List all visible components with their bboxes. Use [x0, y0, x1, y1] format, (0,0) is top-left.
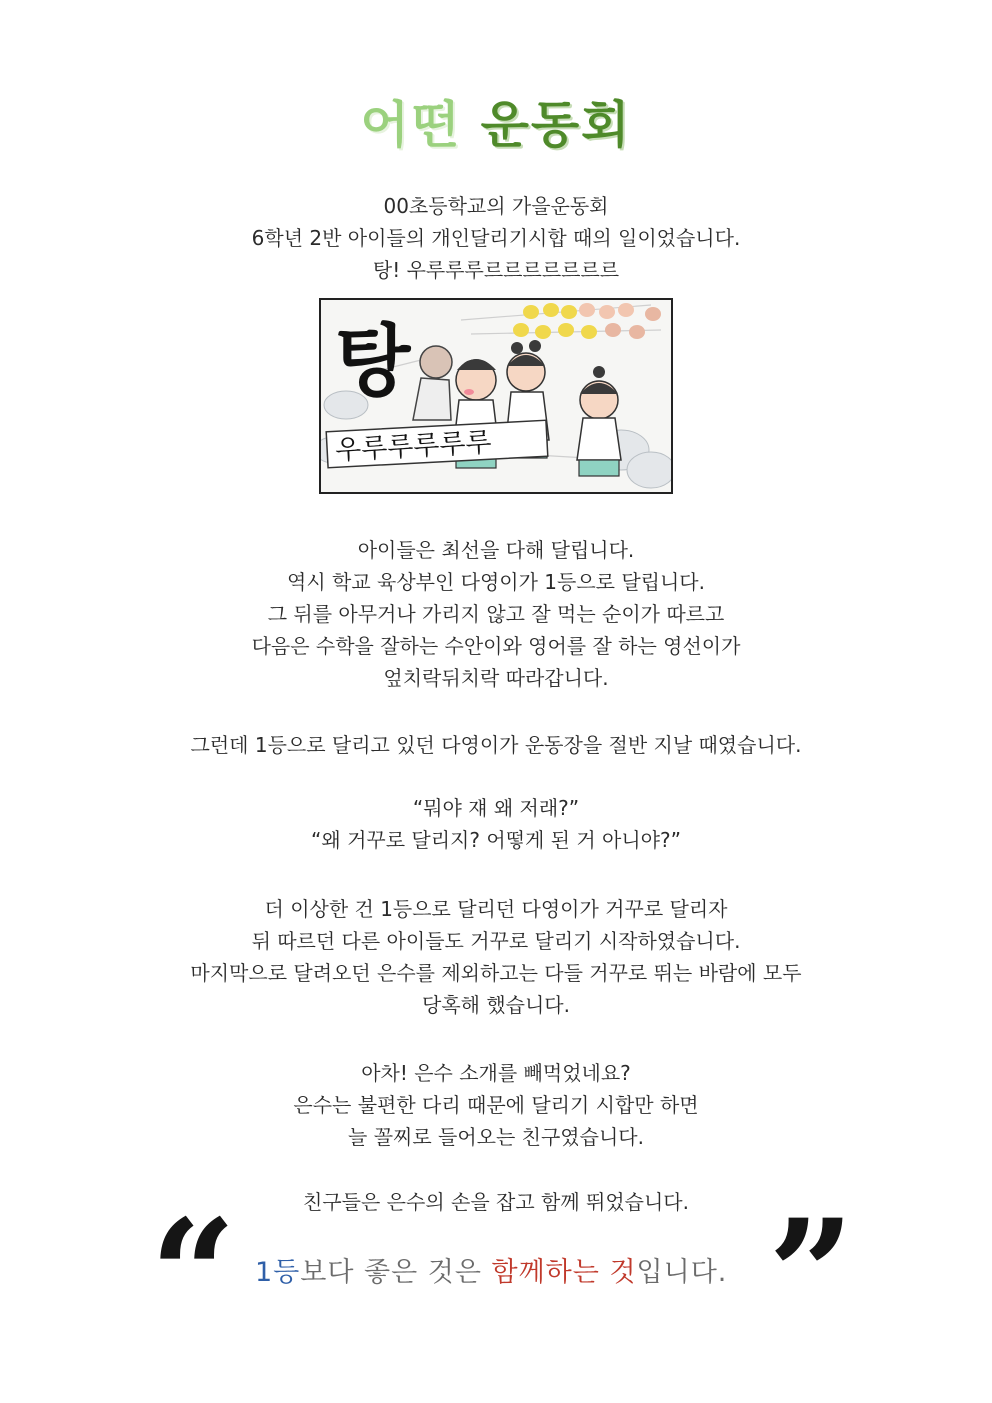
- title-part1: 어떤: [360, 96, 462, 154]
- slogan-segment: 보다 좋은 것은: [300, 1257, 492, 1288]
- paragraph-backwards: [0, 893, 992, 1021]
- comic-illustration: [319, 298, 673, 494]
- intro-line: 6학년 2반 아이들의 개인달리기시합 때의 일이었습니다.: [251, 226, 741, 250]
- text-line: 은수는 불편한 다리 때문에 달리기 시합만 하면: [293, 1093, 699, 1117]
- text-line: 친구들은 은수의 손을 잡고 함께 뛰었습니다.: [303, 1190, 689, 1214]
- paragraph-eunsu: [0, 1057, 992, 1153]
- intro-line: 탕! 우루루루르르르르르르르: [372, 258, 620, 282]
- text-line: 엎치락뒤치락 따라갑니다.: [383, 666, 609, 690]
- paragraph-race: [0, 534, 992, 694]
- text-line: 그 뒤를 아무거나 가리지 않고 잘 먹는 순이가 따르고: [267, 602, 725, 626]
- paragraph-dialogue: [0, 792, 992, 856]
- slogan-segment: 것: [609, 1257, 637, 1288]
- title-part2: 운동회: [480, 96, 632, 154]
- text-line: 뒤 따르던 다른 아이들도 거꾸로 달리기 시작하였습니다.: [251, 929, 741, 953]
- page-title: [0, 85, 992, 157]
- text-line: “뭐야 쟤 왜 저래?”: [412, 796, 580, 820]
- slogan-text: [255, 1250, 755, 1289]
- open-quote-icon: “: [150, 1187, 237, 1363]
- comic-caption: 우루루루루루: [334, 427, 493, 467]
- paragraph-turn: [0, 729, 992, 761]
- text-line: 그런데 1등으로 달리고 있던 다영이가 운동장을 절반 지날 때였습니다.: [190, 733, 802, 757]
- slogan-segment: 입니다.: [636, 1257, 728, 1288]
- text-line: 더 이상한 건 1등으로 달리던 다영이가 거꾸로 달리자: [264, 897, 728, 921]
- close-quote-icon: ”: [768, 1187, 855, 1363]
- text-line: 아이들은 최선을 다해 달립니다.: [357, 538, 635, 562]
- text-line: 다음은 수학을 잘하는 수안이와 영어를 잘 하는 영선이가: [251, 634, 741, 658]
- intro-paragraph: [0, 190, 992, 286]
- comic-sound-effect: 탕: [335, 317, 411, 407]
- text-line: “왜 거꾸로 달리지? 어떻게 된 거 아니야?”: [311, 828, 681, 852]
- text-line: 아차! 은수 소개를 빼먹었네요?: [361, 1061, 631, 1085]
- text-line: 늘 꼴찌로 들어오는 친구였습니다.: [348, 1125, 644, 1149]
- slogan-segment: 함께하는: [491, 1257, 610, 1288]
- slogan-segment: 1등: [255, 1257, 301, 1288]
- intro-line: 00초등학교의 가을운동회: [383, 194, 609, 218]
- text-line: 당혹해 했습니다.: [422, 993, 570, 1017]
- text-line: 역시 학교 육상부인 다영이가 1등으로 달립니다.: [287, 570, 705, 594]
- text-line: 마지막으로 달려오던 은수를 제외하고는 다들 거꾸로 뛰는 바람에 모두: [190, 961, 802, 985]
